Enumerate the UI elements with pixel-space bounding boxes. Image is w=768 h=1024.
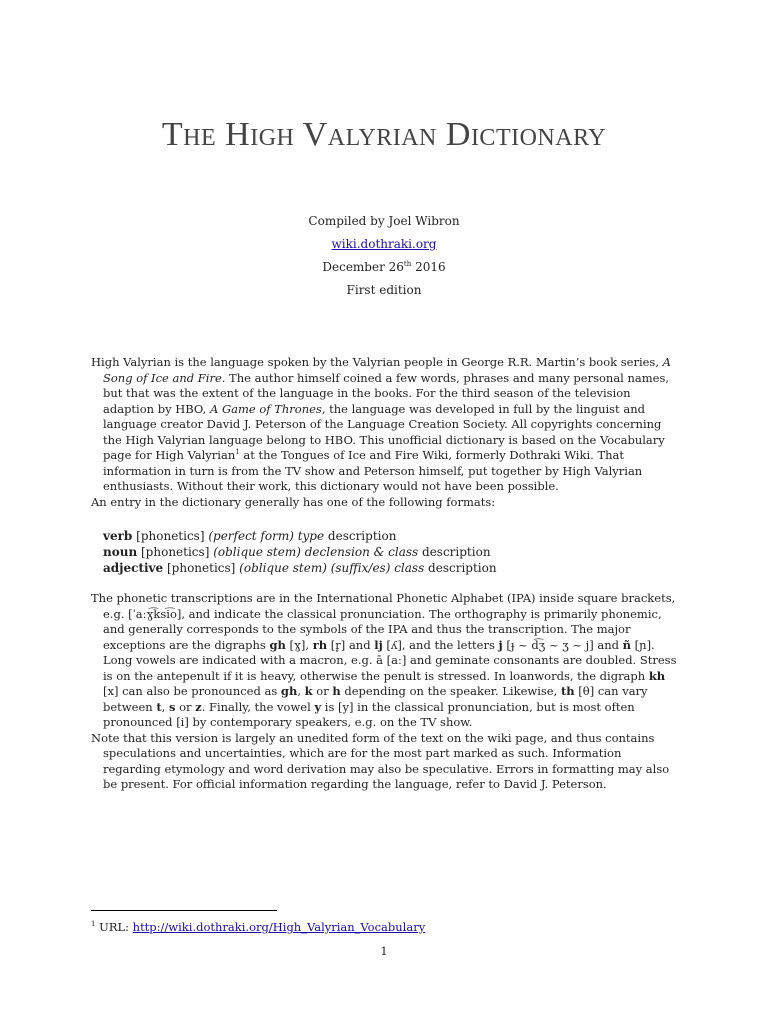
intro-text-b: . The author himself coined a few words, phrases and many personal names, but that was the extent of the language in the books. For the third season of the television adaption by HBO,: [103, 370, 670, 416]
phonetics-paragraph: [91, 591, 681, 731]
intro-section: [91, 355, 681, 510]
entry-formats: [103, 528, 663, 576]
website-link[interactable]: wiki.dothraki.org: [331, 237, 437, 251]
phon-bold: h: [332, 684, 341, 698]
phon-bold: gh: [269, 637, 286, 652]
format-phon: [phonetics]: [132, 529, 209, 543]
format-noun: [103, 544, 663, 560]
format-phon: [phonetics]: [163, 561, 240, 575]
phon-bold: rh: [312, 637, 328, 652]
footnote-label: URL:: [99, 920, 133, 934]
format-word: verb: [103, 529, 133, 543]
phon-text: [x] can also be pronounced as: [103, 684, 281, 698]
phon-text: [ɲ]. Long vowels are indicated with a macron, e.g. ā [aː] and geminate consonants are doubled. Stress is on the antepenult if it is heavy, otherwise the penult is stressed. In loanwords, the digraph: [103, 637, 677, 683]
phon-text: [ɟ ~ d͡ʒ ~ ʒ ~ j] and: [502, 637, 623, 652]
formats-intro: An entry in the dictionary generally has one of the following formats:: [91, 494, 496, 509]
footnote-url-link[interactable]: http://wiki.dothraki.org/High_Valyrian_Vocabulary: [132, 920, 426, 934]
intro-paragraph: [91, 355, 681, 495]
phon-bold: ñ: [622, 637, 632, 652]
show-title: A Game of Thrones: [210, 401, 322, 416]
phon-bold: th: [560, 684, 575, 698]
phonetics-section: [91, 591, 681, 793]
footnote-divider: [91, 910, 277, 911]
phon-bold: z: [195, 699, 202, 714]
phon-text: ,: [297, 684, 305, 698]
format-ital: (perfect form) type: [208, 529, 325, 543]
document-title: The High Valyrian Dictionary: [161, 116, 607, 153]
intro-text-a: High Valyrian is the language spoken by the Valyrian people in George R.R. Martin’s book series,: [91, 355, 663, 369]
format-ital: (oblique stem) declension & class: [213, 545, 419, 559]
phon-bold: s: [168, 699, 176, 714]
phon-bold: k: [304, 684, 313, 698]
phon-bold: gh: [280, 684, 298, 698]
format-desc: description: [424, 561, 497, 575]
format-phon: [phonetics]: [137, 545, 214, 559]
format-word: adjective: [103, 561, 164, 575]
phon-bold: t: [156, 699, 162, 714]
date-suffix: th: [403, 260, 412, 268]
edition: First edition: [346, 283, 422, 297]
phon-bold: kh: [648, 668, 666, 683]
phon-text: . Finally, the vowel: [201, 699, 315, 714]
page-number: 1: [380, 944, 388, 958]
format-ital: (oblique stem) (suffix/es) class: [239, 561, 425, 575]
phon-text: [ʎ], and the letters: [382, 637, 499, 652]
phon-text: [ɣ],: [285, 637, 313, 652]
format-desc: description: [418, 545, 491, 559]
website-row: [0, 237, 768, 251]
phon-text: or: [312, 684, 333, 698]
phon-text: The phonetic transcriptions are in the International Phonetic Alphabet (IPA) inside square brackets, e.g. [ˈaːɣ͡ksi͡o], and indicate the classical pronunciation. The orthography is primarily phonemic, and generally corresponds to the symbols of the IPA and thus the transcription. The major exceptions are the digraphs: [91, 591, 676, 652]
format-desc: description: [324, 529, 397, 543]
phon-bold: j: [498, 637, 503, 652]
book-title: A Song of Ice and Fire: [103, 355, 671, 385]
phon-text: ,: [161, 699, 169, 714]
phon-text: [θ] can vary between: [103, 684, 648, 714]
note-paragraph: Note that this version is largely an unedited form of the text on the wiki page, and thus contains speculations and uncertainties, which are for the most part marked as such. Information regarding etymology and word derivation may also be speculative. Errors in formatting may also be present. For official information regarding the language, refer to David J. Peterson.: [91, 730, 670, 791]
footnote-ref: 1: [235, 448, 240, 457]
date-day-month: December 26: [322, 260, 404, 274]
phon-bold: lj: [374, 637, 383, 652]
phon-text: depending on the speaker. Likewise,: [340, 684, 561, 698]
footnote-number: 1: [91, 920, 96, 929]
format-verb: [103, 528, 663, 544]
intro-text-d: at the Tongues of Ice and Fire Wiki, formerly Dothraki Wiki. That information in turn is from the TV show and Peterson himself, put together by High Valyrian enthusiasts. Without their work, this dictionary would not have been possible.: [103, 448, 643, 493]
compiled-by: Compiled by Joel Wibron: [308, 214, 460, 228]
intro-text-c: , the language was developed in full by the linguist and language creator David J. Peterson of the Language Creation Society. All copyrights concerning the High Valyrian language belong to HBO. This unofficial dictionary is based on the Vocabulary page for High Valyrian: [103, 401, 665, 462]
phon-text: [r̥] and: [327, 637, 375, 652]
date-year: 2016: [415, 260, 446, 274]
phon-text: or: [175, 699, 196, 714]
footnote: [91, 920, 425, 934]
format-adjective: [103, 560, 663, 576]
phon-text: is [y] in the classical pronunciation, but is most often pronounced [i] by contemporary speakers, e.g. on the TV show.: [103, 699, 635, 729]
publication-date: [0, 260, 768, 274]
format-word: noun: [103, 545, 138, 559]
phon-bold: y: [314, 699, 322, 714]
